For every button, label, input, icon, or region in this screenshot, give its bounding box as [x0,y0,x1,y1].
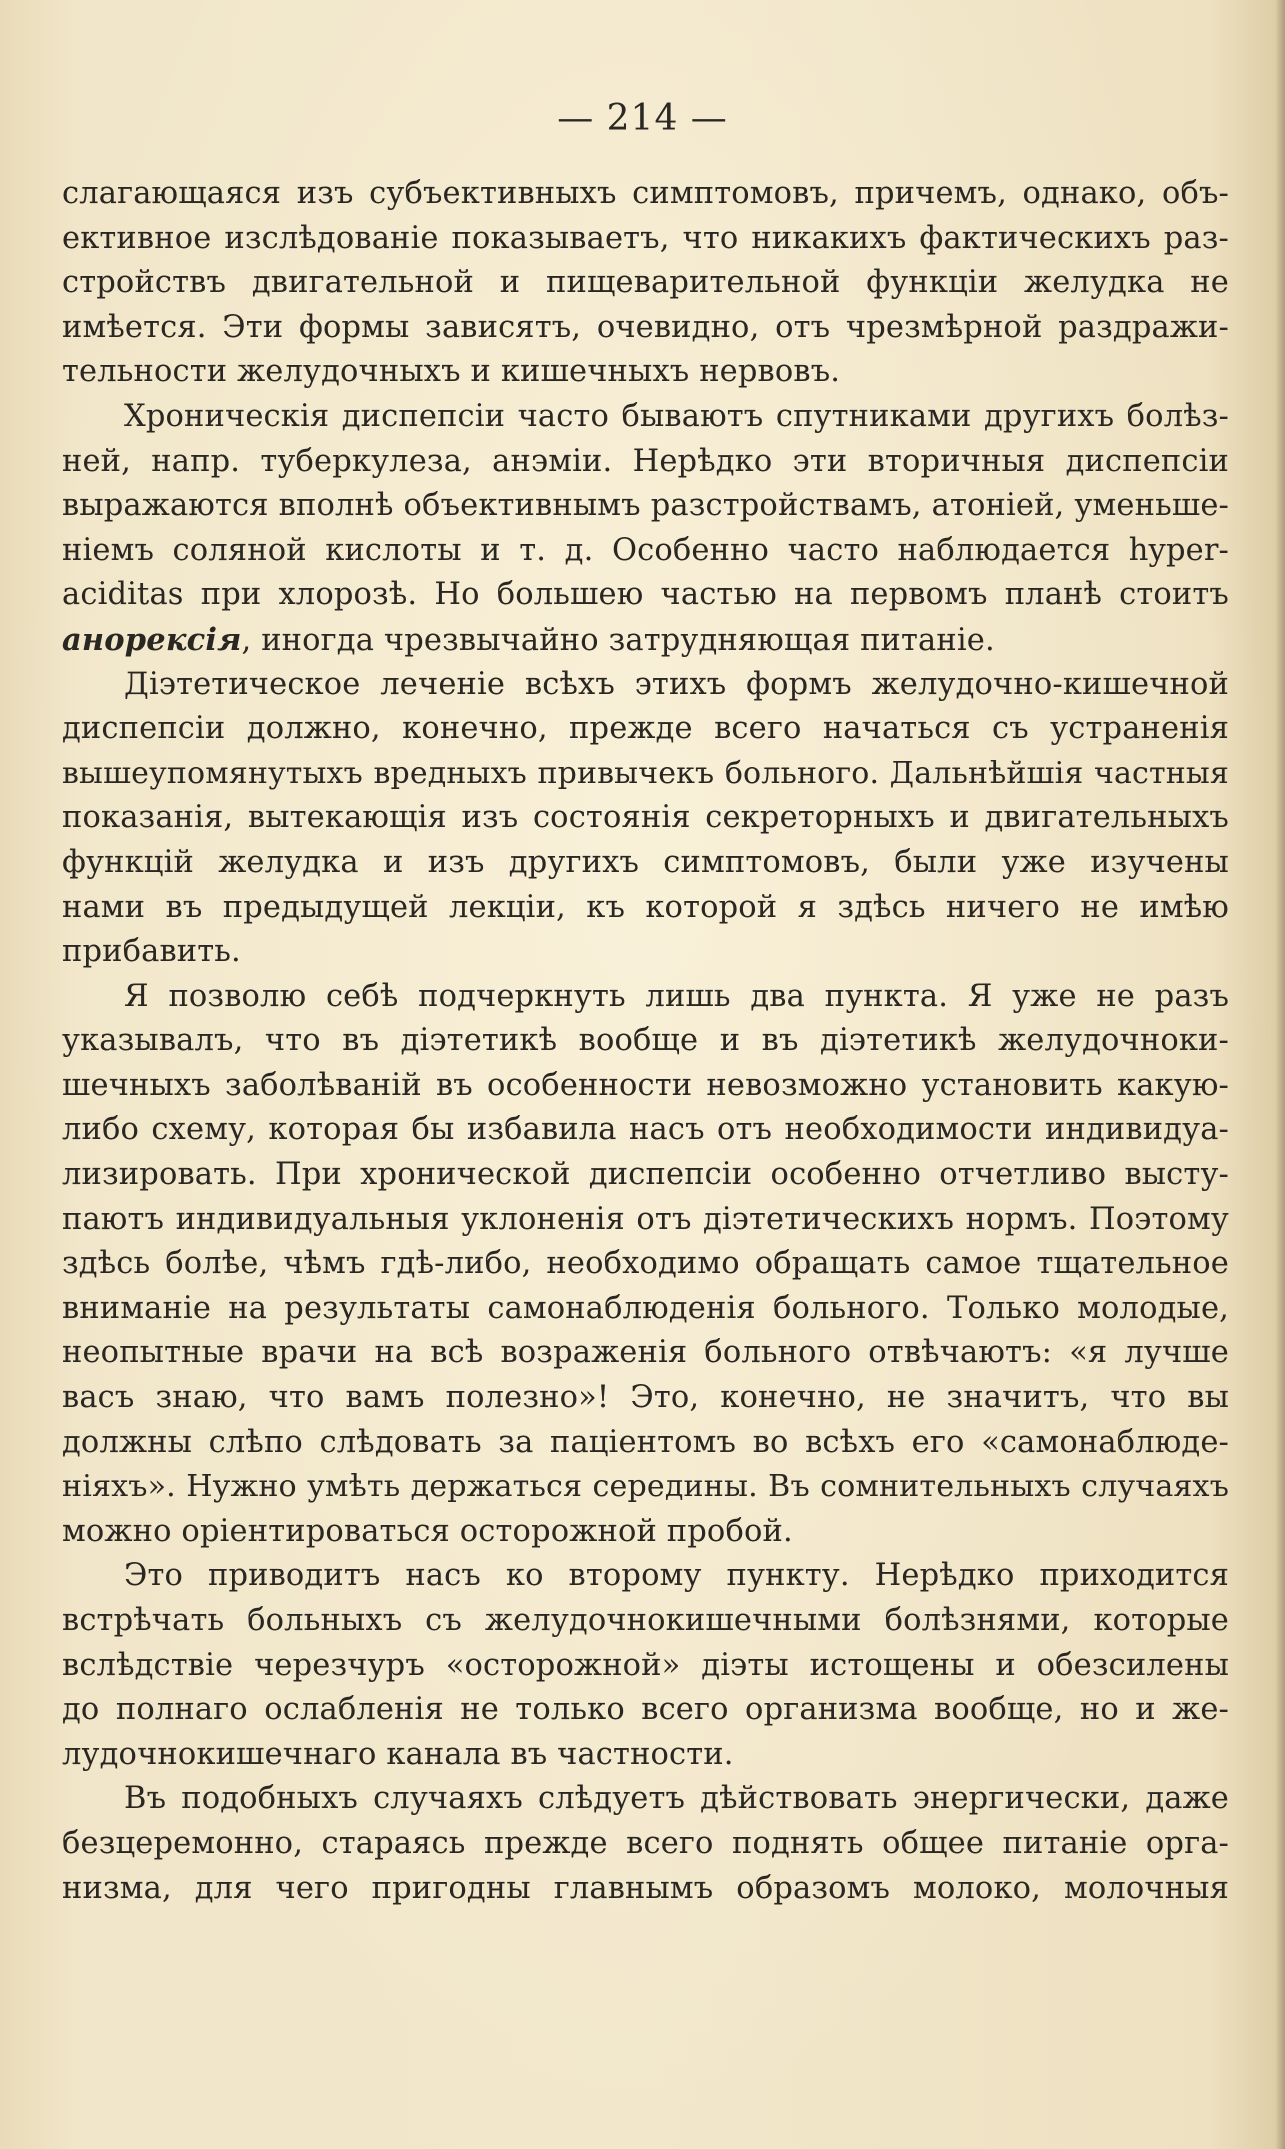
text-line [62,618,1229,663]
text-line: aciditas при хлорозѣ. Но большею частью на первомъ планѣ стоитъ [62,577,1229,613]
page-number: — 214 — [557,98,728,139]
text-line: лизировать. При хронической диспепсіи особенно отчетливо высту- [62,1157,1229,1193]
text-line: до полнаго ослабленія не только всего организма вообще, но и же- [62,1692,1229,1728]
text-line: ней, напр. туберкулеза, анэміи. Нерѣдко эти вторичныя диспепсіи [62,443,1229,479]
text-line: ніяхъ». Нужно умѣть держаться середины. Въ сомнительныхъ случаяхъ [62,1469,1229,1505]
text-line: тельности желудочныхъ и кишечныхъ нервовъ. [62,354,841,390]
text-line: Я позволю себѣ подчеркнуть лишь два пункта. Я уже не разъ [124,978,1229,1014]
text-line: вслѣдствіе черезчуръ «осторожной» діэты истощены и обезсилены [62,1647,1229,1683]
text-line: можно оріентироваться осторожной пробой. [62,1513,793,1549]
text-line: должны слѣпо слѣдовать за паціентомъ во всѣхъ его «самонаблюде- [62,1424,1229,1460]
text-line: Въ подобныхъ случаяхъ слѣдуетъ дѣйствовать энергически, даже [124,1781,1229,1817]
text-line: безцеремонно, стараясь прежде всего поднять общее питаніе орга- [62,1825,1229,1861]
text-line: встрѣчать больныхъ съ желудочнокишечными болѣзнями, которые [62,1603,1229,1638]
text-line: Это приводитъ насъ ко второму пункту. Нерѣдко приходится [124,1558,1229,1594]
text-line: ніемъ соляной кислоты и т. д. Особенно часто наблюдается hyper- [62,532,1229,568]
emphasized-term: анорексія [62,621,242,658]
text-line: паютъ индивидуальныя уклоненія отъ діэтетическихъ нормъ. Поэтому [62,1201,1229,1237]
text-line: неопытные врачи на всѣ возраженія больного отвѣчаютъ: «я лучше [62,1335,1229,1371]
text-line: здѣсь болѣе, чѣмъ гдѣ-либо, необходимо обращать самое тщательное [62,1246,1229,1282]
text-line: вниманіе на результаты самонаблюденія больного. Только молодые, [62,1290,1229,1326]
text-line: слагающаяся изъ субъективныхъ симптомовъ, причемъ, однако, объ- [62,176,1229,211]
text-line: вышеупомянутыхъ вредныхъ привычекъ больного. Дальнѣйшія частныя [62,755,1229,791]
text-line: выражаются вполнѣ объективнымъ разстройствамъ, атоніей, уменьше- [62,488,1229,524]
text-line: диспепсіи должно, конечно, прежде всего начаться съ устраненія [62,711,1229,747]
text-line: шечныхъ заболѣваній въ особенности невозможно установить какую- [62,1067,1229,1103]
text-line: васъ знаю, что вамъ полезно»! Это, конечно, не значитъ, что вы [62,1380,1229,1416]
text-line-segment: , иногда чрезвычайно затрудняющая питаніе. [241,622,995,658]
text-line: низма, для чего пригодны главнымъ образомъ молоко, молочныя [62,1870,1229,1906]
text-line: Діэтетическое леченіе всѣхъ этихъ формъ желудочно-кишечной [124,666,1229,702]
body-text [62,172,1229,1911]
text-line: стройствъ двигательной и пищеварительной функціи желудка не [62,265,1229,301]
text-line: функцій желудка и изъ другихъ симптомовъ, были уже изучены [62,844,1229,880]
text-line: либо схему, которая бы избавила насъ отъ необходимости индивидуа- [62,1112,1229,1148]
text-line: лудочнокишечнаго канала въ частности. [62,1736,734,1772]
text-line: Хроническія диспепсіи часто бываютъ спутниками другихъ болѣз- [124,398,1229,434]
text-line: показанія, вытекающія изъ состоянія секреторныхъ и двигательныхъ [62,800,1229,836]
text-line: нами въ предыдущей лекціи, къ которой я здѣсь ничего не имѣю [62,889,1229,925]
text-line: указывалъ, что въ діэтетикѣ вообще и въ діэтетикѣ желудочноки- [62,1023,1229,1059]
text-line: прибавить. [62,934,241,970]
page-edge-shadow [1275,0,1285,2149]
text-line: ективное изслѣдованіе показываетъ, что никакихъ фактическихъ раз- [62,220,1229,256]
text-line: имѣется. Эти формы зависятъ, очевидно, отъ чрезмѣрной раздражи- [62,309,1229,345]
